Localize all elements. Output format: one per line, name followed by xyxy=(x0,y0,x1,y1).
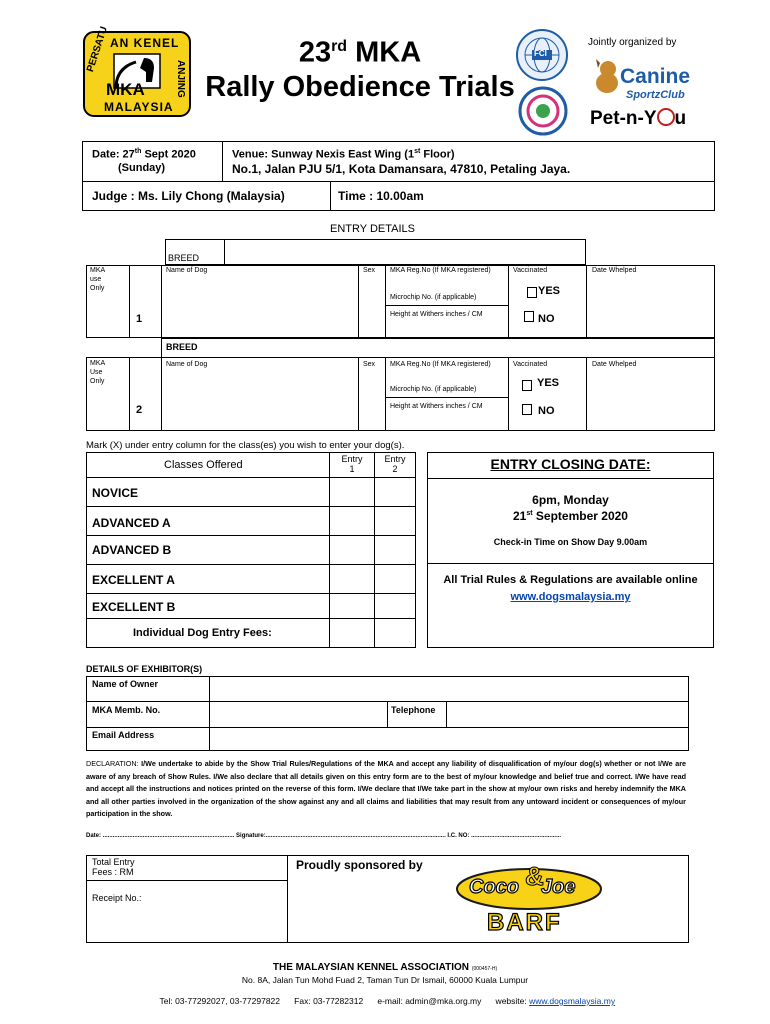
checkin-time: Check-in Time on Show Day 9.00am xyxy=(493,537,648,547)
yes-label: YES xyxy=(537,377,560,389)
judge: Judge : Ms. Lily Chong (Malaysia) xyxy=(92,189,285,203)
sportzclub-text: SportzClub xyxy=(626,89,685,101)
total-fees-field[interactable] xyxy=(92,866,282,878)
title-number: 23 xyxy=(298,36,332,69)
receipt-label: Receipt No.: xyxy=(92,893,142,903)
no-checkbox-1[interactable] xyxy=(524,311,534,322)
excellent-b-entry2-box[interactable] xyxy=(374,593,416,619)
closing-sup: st xyxy=(526,510,533,517)
event-day: (Sunday) xyxy=(118,162,166,174)
venue-sup: st xyxy=(414,148,421,155)
fees-entry1-box[interactable] xyxy=(329,618,375,648)
email-label: Email Address xyxy=(92,730,155,740)
no-checkbox-2[interactable] xyxy=(522,404,532,415)
vaccinated-label: Vaccinated xyxy=(513,361,548,368)
microchip-label: Microchip No. (if applicable) xyxy=(390,294,477,301)
novice-entry2-box[interactable] xyxy=(374,477,416,507)
logo-right-text: ANJING xyxy=(175,60,186,98)
logo-top-text: AN KENEL xyxy=(110,36,180,50)
badge-icon xyxy=(518,86,568,136)
date-sup: th xyxy=(134,148,142,155)
logo-mid-text: MKA xyxy=(106,80,145,99)
contact-text: Tel: 03-77292027, 03-77297822 Fax: 03-77282312 e-mail: admin@mka.org.my website: xyxy=(159,996,530,1006)
excellent-b-entry1-box[interactable] xyxy=(329,593,375,619)
breed-input-1[interactable] xyxy=(224,239,586,265)
name-of-dog-field-1[interactable] xyxy=(161,265,359,338)
vaccinated-cell xyxy=(508,265,587,338)
advanced-b-entry2-box[interactable] xyxy=(374,535,416,565)
joe-text: Joe xyxy=(541,876,576,898)
closing-date-box xyxy=(427,452,714,648)
declaration xyxy=(86,758,686,821)
rules-website-link[interactable]: www.dogsmalaysia.my xyxy=(510,591,631,603)
owner-label: Name of Owner xyxy=(92,679,159,689)
rules-note: All Trial Rules & Regulations are available online xyxy=(443,574,698,586)
amp-text: & xyxy=(525,861,544,891)
yes-label: YES xyxy=(538,285,561,297)
memb-no-field[interactable] xyxy=(209,701,388,728)
rules-website-wrap xyxy=(427,591,714,603)
title-line2: Rally Obedience Trials xyxy=(205,70,515,103)
divider xyxy=(222,141,223,181)
paw-circle-icon xyxy=(657,108,675,126)
venue-floor: Floor) xyxy=(420,148,455,161)
fci-logo xyxy=(515,28,569,82)
mka-use-label: MKA use Only xyxy=(90,267,106,292)
class-excellent-a: EXCELLENT A xyxy=(92,573,175,587)
closing-time: 6pm, Monday xyxy=(532,493,609,507)
novice-entry1-box[interactable] xyxy=(329,477,375,507)
yes-checkbox-1[interactable] xyxy=(527,287,537,298)
sex-label: Sex xyxy=(363,361,376,368)
entry-number: 2 xyxy=(136,404,143,416)
divider xyxy=(287,855,288,943)
name-of-dog-label: Name of Dog xyxy=(166,267,208,274)
exhibitor-heading: DETAILS OF EXHIBITOR(S) xyxy=(86,664,203,674)
entry-number-cell xyxy=(129,265,162,338)
start-time: Time : 10.00am xyxy=(338,189,424,203)
breed-input-2[interactable] xyxy=(161,338,715,358)
memb-label: MKA Memb. No. xyxy=(92,705,161,715)
advanced-b-entry1-box[interactable] xyxy=(329,535,375,565)
date-whelped-field-2[interactable] xyxy=(586,357,715,431)
breed-label: BREED xyxy=(168,253,200,263)
canine-sportz-logo xyxy=(590,55,690,103)
microchip-label: Microchip No. (if applicable) xyxy=(390,386,477,393)
total-fees-label: Total Entry Fees : RM xyxy=(92,857,135,877)
classes-offered-header: Classes Offered xyxy=(164,459,243,471)
footer-address: No. 8A, Jalan Tun Mohd Fuad 2, Taman Tun Dr Ismail, 60000 Kuala Lumpur xyxy=(241,975,529,985)
logo-left-text: PERSATU xyxy=(85,25,110,74)
date-month: Sept 2020 xyxy=(141,148,196,161)
assoc-regno: (000457-H) xyxy=(471,966,498,972)
title-sup: rd xyxy=(331,38,348,55)
declaration-text: I/We undertake to abide by the Show Trial Rules/Regulations of the MKA and accept any liability of disqualification of my/our dog(s) whether or not I/We are aware of any breach of Show Rules. I/We also declare that all details given on this entry form are to the best of my/our knowledge and belief true and correct. I/We have read and accept all the instructions and notices printed on the reverse of this form. I/We declare that I/We take part in the show at my/our own risks and hereby indemnify the MKA and all other parties involved in the organization of the show against any and all claims and liabilities that may result from any untoward incident or consequences of my/our participation in the show. xyxy=(86,759,686,818)
sex-field-1[interactable] xyxy=(358,265,386,338)
receipt-field[interactable] xyxy=(150,893,280,905)
advanced-a-entry2-box[interactable] xyxy=(374,506,416,536)
height-label: Height at Withers inches / CM xyxy=(390,403,483,410)
advanced-a-entry1-box[interactable] xyxy=(329,506,375,536)
height-label: Height at Withers inches / CM xyxy=(390,311,483,318)
telephone-label: Telephone xyxy=(391,705,436,715)
telephone-field[interactable] xyxy=(446,701,689,728)
event-address: No.1, Jalan PJU 5/1, Kota Damansara, 47810, Petaling Jaya. xyxy=(232,162,571,176)
mka-use-label: MKA Use Only xyxy=(90,360,106,385)
divider xyxy=(330,181,331,211)
assoc-name: THE MALAYSIAN KENNEL ASSOCIATION xyxy=(272,962,470,973)
coco-text: Coco xyxy=(469,876,519,898)
sex-field-2[interactable] xyxy=(358,357,386,431)
no-label: NO xyxy=(538,405,555,417)
class-instruction: Mark (X) under entry column for the class(es) you wish to enter your dog(s). xyxy=(86,440,405,451)
entry-number: 1 xyxy=(136,313,143,325)
page-title xyxy=(200,30,520,104)
no-label: NO xyxy=(538,313,555,325)
reg-no-field-1[interactable] xyxy=(385,265,509,338)
reg-no-label: MKA Reg.No (If MKA registered) xyxy=(390,267,491,274)
entry-details-heading: ENTRY DETAILS xyxy=(330,223,415,235)
closing-title: ENTRY CLOSING DATE: xyxy=(490,456,651,472)
closing-month: September 2020 xyxy=(532,509,628,523)
date-whelped-label: Date Whelped xyxy=(592,267,637,274)
sex-label: Sex xyxy=(363,267,376,274)
venue-text: Venue: Sunway Nexis East Wing (1 xyxy=(232,148,415,161)
title-mka: MKA xyxy=(347,36,422,69)
declaration-label: DECLARATION: xyxy=(86,759,142,768)
event-date xyxy=(92,148,196,161)
name-of-dog-field-2[interactable] xyxy=(161,357,359,431)
footer-assoc xyxy=(0,962,770,973)
excellent-a-entry1-box[interactable] xyxy=(329,564,375,594)
petnyou-end: u xyxy=(674,108,687,129)
footer-website-link[interactable]: www.dogsmalaysia.my xyxy=(529,996,616,1006)
kennel-club-badge xyxy=(518,86,568,136)
vaccinated-cell xyxy=(508,357,587,431)
yes-checkbox-2[interactable] xyxy=(522,380,532,391)
fci-text: FCI xyxy=(534,49,547,58)
class-advanced-b: ADVANCED B xyxy=(92,543,172,557)
entry2-header: Entry 2 xyxy=(384,454,406,474)
class-novice: NOVICE xyxy=(92,486,139,500)
date-text: Date: 27 xyxy=(92,148,135,161)
logo-bottom-text: MALAYSIA xyxy=(104,100,174,114)
divider xyxy=(82,181,715,182)
divider xyxy=(86,880,287,881)
breed-label: BREED xyxy=(166,342,198,352)
divider xyxy=(385,305,509,306)
reg-no-field-2[interactable] xyxy=(385,357,509,431)
class-advanced-a: ADVANCED A xyxy=(92,516,171,530)
canine-text: Canine xyxy=(620,65,691,88)
entry1-header: Entry 1 xyxy=(341,454,363,474)
signature-line[interactable]: Date: ............................................................................... Signature:............................................................................................................ I.C. NO: ...................................................... xyxy=(86,833,562,839)
fees-entry2-box[interactable] xyxy=(374,618,416,648)
jointly-text: Jointly organized by xyxy=(588,37,677,48)
name-of-dog-label: Name of Dog xyxy=(166,361,208,368)
owner-name-field[interactable] xyxy=(209,676,689,702)
closing-day: 21 xyxy=(513,509,527,523)
closing-date xyxy=(427,509,714,523)
date-whelped-label: Date Whelped xyxy=(592,361,637,368)
footer-contact xyxy=(0,986,770,1006)
excellent-a-entry2-box[interactable] xyxy=(374,564,416,594)
petnyou-logo xyxy=(590,108,686,130)
divider xyxy=(427,563,714,564)
divider xyxy=(427,478,714,479)
date-whelped-field-1[interactable] xyxy=(586,265,715,338)
divider xyxy=(385,397,509,398)
email-field[interactable] xyxy=(209,727,689,751)
proudly-sponsored: Proudly sponsored by xyxy=(296,858,423,872)
mka-logo xyxy=(82,25,192,118)
coco-joe-logo xyxy=(455,861,605,943)
petnyou-text: Pet-n-Y xyxy=(590,108,657,129)
barf-text: BARF xyxy=(487,909,562,936)
class-excellent-b: EXCELLENT B xyxy=(92,600,176,614)
individual-fees-label: Individual Dog Entry Fees: xyxy=(133,627,272,639)
entry-number-cell xyxy=(129,357,162,431)
vaccinated-label: Vaccinated xyxy=(513,267,548,274)
event-venue xyxy=(232,148,455,161)
dog-icon xyxy=(592,57,622,97)
reg-no-label: MKA Reg.No (If MKA registered) xyxy=(390,361,491,368)
